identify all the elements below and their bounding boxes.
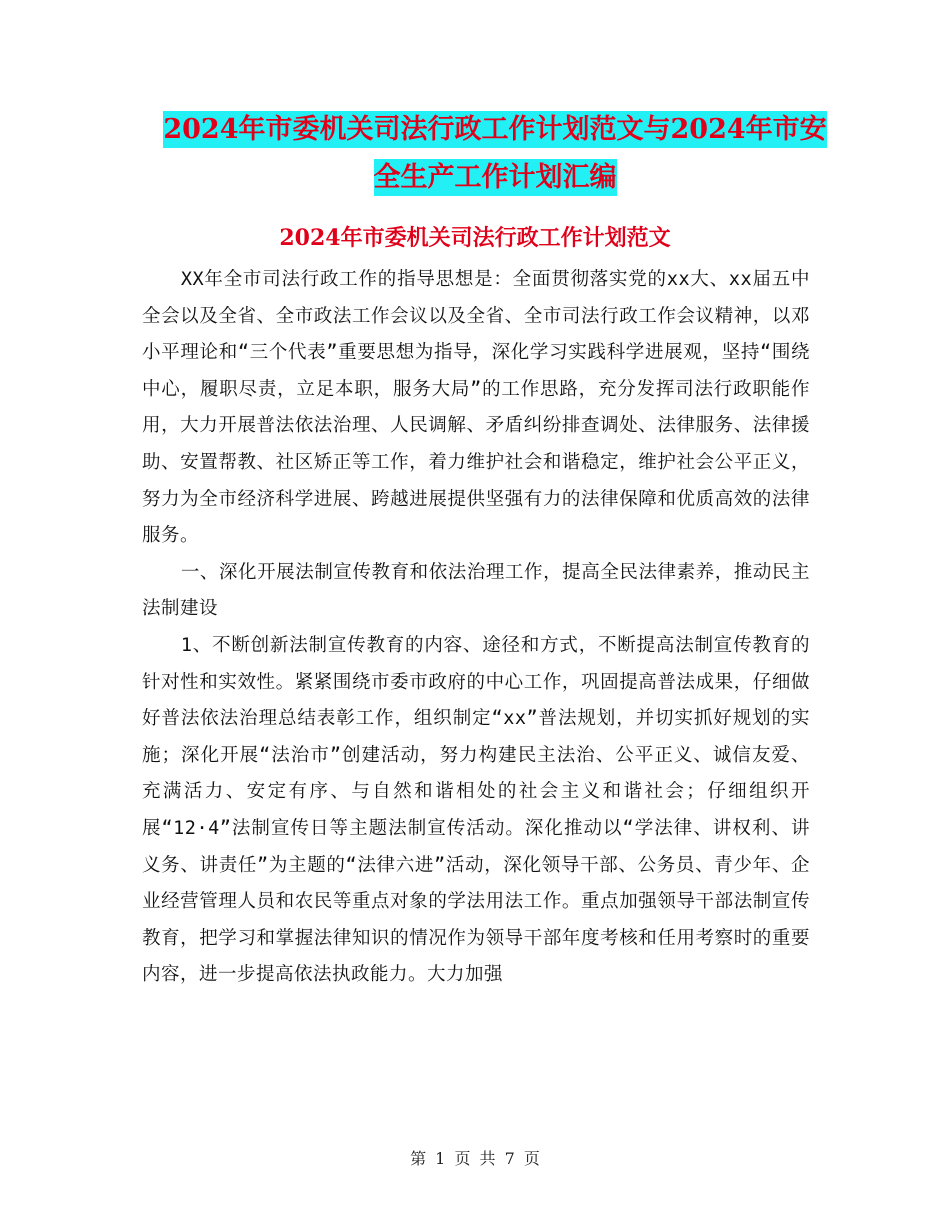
paragraph-guiding-ideology: XX年全市司法行政工作的指导思想是：全面贯彻落实党的xx大、xx届五中全会以及全省、全市政法工作会议以及全省、全市司法行政工作会议精神，以邓小平理论和“三个代表”重要思想为指导，深化学习实践科学进展观，坚持“围绕中心，履职尽责，立足本职，服务大局”的工作思路，充分发挥司法行政职能作用，大力开展普法依法治理、人民调解、矛盾纠纷排查调处、法律服务、法律援助、安置帮教、社区矫正等工作，着力维护社会和谐稳定，维护社会公平正义，努力为全市经济科学进展、跨越进展提供坚强有力的法律保障和优质高效的法律服务。	[142, 269, 810, 547]
paragraph-heading-one: 一、深化开展法制宣传教育和依法治理工作，提高全民法律素养，推动民主法制建设	[142, 561, 810, 620]
document-body	[142, 262, 810, 994]
section-title: 2024年市委机关司法行政工作计划范文	[279, 225, 671, 251]
paragraph-item-one: 1、不断创新法制宣传教育的内容、途径和方式，不断提高法制宣传教育的针对性和实效性。紧紧围绕市委市政府的中心工作，巩固提高普法成果，仔细做好普法依法治理总结表彰工作，组织制定“xx”普法规划，并切实抓好规划的实施；深化开展“法治市”创建活动，努力构建民主法治、公平正义、诚信友爱、充满活力、安定有序、与自然和谐相处的社会主义和谐社会；仔细组织开展“12·4”法制宣传日等主题法制宣传活动。深化推动以“学法律、讲权利、讲义务、讲责任”为主题的“法律六进”活动，深化领导干部、公务员、青少年、企业经营管理人员和农民等重点对象的学法用法工作。重点加强领导干部法制宣传教育，把学习和掌握法律知识的情况作为领导干部年度考核和任用考察时的重要内容，进一步提高依法执政能力。大力加强	[142, 634, 810, 986]
document-title-highlight: 2024年市委机关司法行政工作计划范文与2024年市安全生产工作计划汇编	[163, 111, 826, 196]
page-number-footer: 第 1 页 共 7 页	[410, 1149, 540, 1168]
document-title	[150, 106, 840, 202]
